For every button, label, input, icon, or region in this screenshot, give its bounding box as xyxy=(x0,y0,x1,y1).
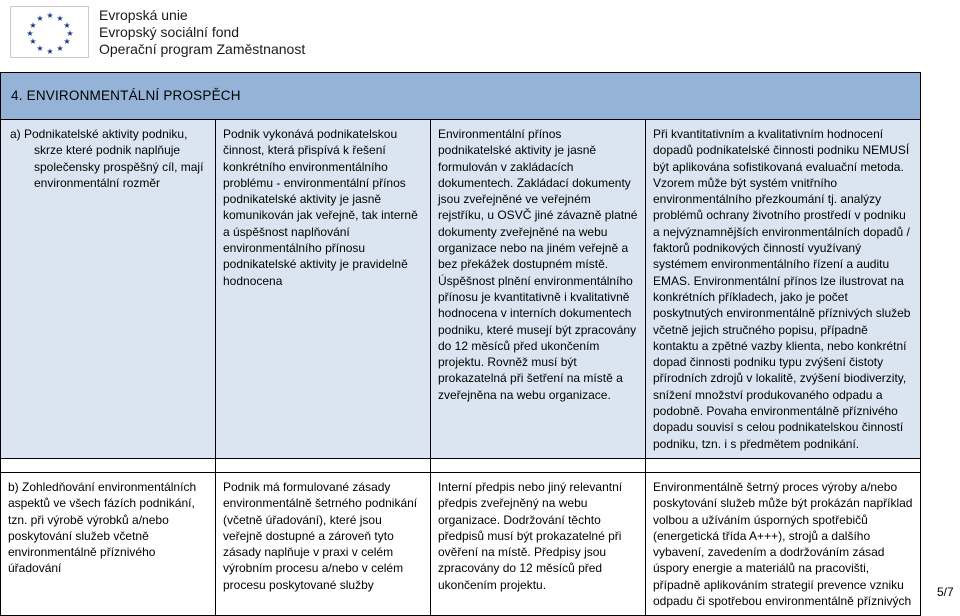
header-logo xyxy=(10,6,305,58)
section-header-row xyxy=(1,73,921,120)
svg-text:★: ★ xyxy=(45,47,54,54)
criterion-label: a) Podnikatelské aktivity podniku, skrze které podnik naplňuje společensky prospěšný cíl, mají environmentální rozměr xyxy=(1,120,216,459)
criterion-label: b) Zohledňování environmentálních aspektů ve všech fázích podnikání, tzn. při výrobě výrobků a/nebo poskytování služeb včetně environmentálně příznivého úřadování xyxy=(1,472,216,615)
logo-line-esf: Evropský sociální fond xyxy=(99,23,240,40)
spacer-cell xyxy=(1,458,216,472)
section-title: 4. ENVIRONMENTÁLNÍ PROSPĚCH xyxy=(1,73,921,120)
criteria-table xyxy=(0,72,921,616)
criterion-description: Podnik má formulované zásady environmentálně šetrného podnikání (včetně úřadování), které jsou veřejně dostupné a zároveň tyto zásady naplňuje v praxi v celém výrobním procesu a/nebo v celém procesu poskytované služby xyxy=(216,472,431,615)
svg-text:★: ★ xyxy=(35,44,44,53)
spacer-cell xyxy=(216,458,431,472)
criterion-notes: Při kvantitativním a kvalitativním hodnocení dopadů podnikatelské činnosti podniku NEMUSÍ být aplikována sofistikovaná evaluační metoda. Vzorem může být systém vnitřního environmentálního přezkoumání tj. analýzy problémů ochrany životního prostředí v podniku a nejvýznamnějších environmentálních dopadů / faktorů podnikových činností využívaný systémem environmentálního řízení a auditu EMAS. Environmentální přínos lze ilustrovat na konkrétních příkladech, jako je počet poskytnutých environmentálně příznivých služeb včetně jejich stručného popisu, případně kontaktu a zpětné vazby klienta, nebo konkrétní dopad činnosti podniku typu zvýšení čistoty přírodních zdrojů v lokalitě, zvýšení biodiverzity, snížení množství produkovaného odpadu a podobně. Povaha environmentálně příznivého dopadu souvisí s celou podnikatelskou činností podniku, tzn. i s předmětem podnikání. xyxy=(646,120,921,459)
svg-text:★: ★ xyxy=(65,29,74,38)
spacer-cell xyxy=(646,458,921,472)
svg-text:★: ★ xyxy=(62,21,71,30)
spacer-cell xyxy=(431,458,646,472)
table-row xyxy=(1,472,921,615)
eu-stars-icon xyxy=(20,10,80,54)
svg-text:★: ★ xyxy=(55,44,64,53)
logo-line-eu: Evropská unie xyxy=(99,6,188,23)
criterion-description: Podnik vykonává podnikatelskou činnost, která přispívá k řešení konkrétního environmentálního problému - environmentální přínos podnikatelské aktivity je jasně komunikován jak veřejně, tak interně a úspěšnost naplňování environmentálního přínosu podnikatelské aktivity je pravidelně hodnocena xyxy=(216,120,431,459)
svg-text:★: ★ xyxy=(25,29,34,38)
criterion-notes: Environmentálně šetrný proces výroby a/nebo poskytování služeb může být prokázán například volbou a užíváním úsporných spotřebičů (energetická třída A+++), strojů a dalšího vybavení, zavedením a dodržováním zásad úspory energie a materiálů na pracovišti, případně aplikováním strategií prevence vzniku odpadu či spotřebou environmentálně příznivých xyxy=(646,472,921,615)
svg-text:★: ★ xyxy=(45,11,54,20)
svg-text:★: ★ xyxy=(35,14,44,23)
criterion-evidence: Environmentální přínos podnikatelské aktivity je jasně formulován v zakládacích dokumentech. Zakládací dokumenty jsou zveřejněné ve veřejném rejstříku, u OSVČ jiné závazně platné dokumenty zveřejněné na webu organizace nebo na jiném veřejně a bez překážek dostupném místě. Úspěšnost plnění environmentálního přínosu je kvantitativně i kvalitativně hodnocena v interních dokumentech podniku, které musejí být zpracovány do 12 měsíců před ukončením projektu. Rovněž musí být prokazatelná při šetření na místě a zveřejněna na webu organizace. xyxy=(431,120,646,459)
logo-line-op: Operační program Zaměstnanost xyxy=(99,40,306,57)
svg-text:★: ★ xyxy=(55,14,64,23)
svg-text:★: ★ xyxy=(28,37,37,46)
page-number: 5/7 xyxy=(937,585,954,599)
criterion-evidence: Interní předpis nebo jiný relevantní předpis zveřejněný na webu organizace. Dodržování těchto předpisů musí být prokazatelné při ověření na místě. Předpisy jsou zpracovány do 12 měsíců před ukončením projektu. xyxy=(431,472,646,615)
table-row xyxy=(1,120,921,459)
svg-text:★: ★ xyxy=(28,21,37,30)
eu-flag-icon xyxy=(10,6,89,58)
svg-text:★: ★ xyxy=(62,37,71,46)
spacer-row xyxy=(1,458,921,472)
logo-text xyxy=(99,7,305,58)
